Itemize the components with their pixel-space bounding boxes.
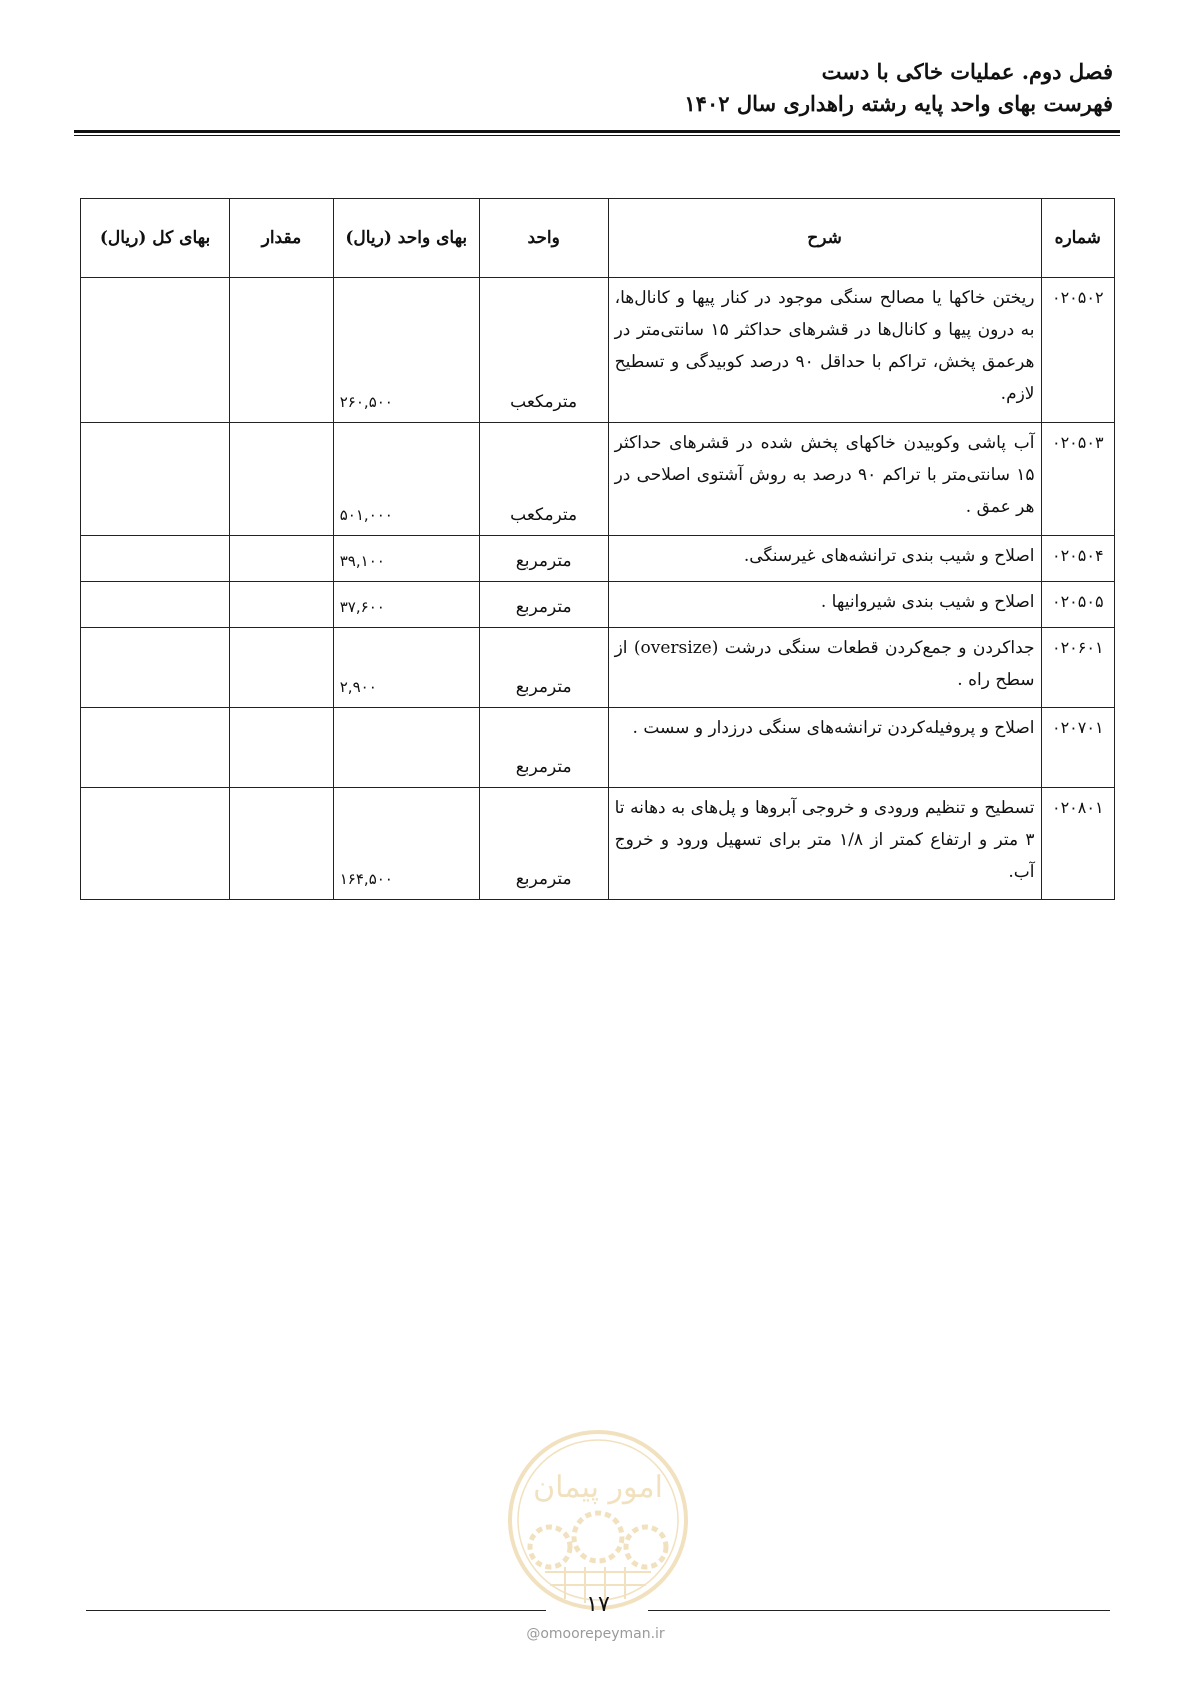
row-quantity [230, 423, 334, 536]
row-total [81, 628, 230, 708]
row-code: ۰۲۰۵۰۲ [1041, 278, 1114, 423]
row-quantity [230, 536, 334, 582]
row-description: جداکردن و جمع‌کردن قطعات سنگی درشت (oversize) از سطح راه . [608, 628, 1041, 708]
chapter-title: فصل دوم. عملیات خاکی با دست [821, 59, 1113, 84]
row-quantity [230, 788, 334, 900]
header-quantity: مقدار [230, 199, 334, 278]
price-table [80, 198, 1115, 900]
row-description: اصلاح و پروفیله‌کردن ترانشه‌های سنگی درزدار و سست . [608, 708, 1041, 788]
page-header [78, 56, 1113, 120]
row-unit: مترمربع [479, 582, 608, 628]
table-row [81, 708, 1115, 788]
row-code: ۰۲۰۵۰۵ [1041, 582, 1114, 628]
row-unit: مترمربع [479, 788, 608, 900]
page-number: ۱۷ [586, 1592, 610, 1617]
row-unit-price: ۵۰۱,۰۰۰ [333, 423, 479, 536]
row-unit: مترمکعب [479, 278, 608, 423]
table-row [81, 536, 1115, 582]
row-unit-price: ۳۷,۶۰۰ [333, 582, 479, 628]
row-description: ریختن خاکها یا مصالح سنگی موجود در کنار پیها و کانال‌ها، به درون پیها و کانال‌ها در قشرهای حداکثر ۱۵ سانتی‌متر در هرعمق پخش، تراکم با حداقل ۹۰ درصد کوبیدگی و تسطیح لازم. [608, 278, 1041, 423]
row-unit-price: ۲,۹۰۰ [333, 628, 479, 708]
watermark-logo [505, 1427, 691, 1613]
header-unit-price: بهای واحد (ریال) [333, 199, 479, 278]
website-text: @omoorepeyman.ir [526, 1626, 665, 1642]
header-total: بهای کل (ریال) [81, 199, 230, 278]
table-row [81, 788, 1115, 900]
table-row [81, 278, 1115, 423]
row-quantity [230, 278, 334, 423]
row-unit-price [333, 708, 479, 788]
row-description: اصلاح و شیب بندی شیروانیها . [608, 582, 1041, 628]
header-code: شماره [1041, 199, 1114, 278]
row-unit: مترمربع [479, 708, 608, 788]
row-description: آب پاشی وکوبیدن خاکهای پخش شده در قشرهای حداکثر ۱۵ سانتی‌متر با تراکم ۹۰ درصد به روش آشتوی اصلاحی در هر عمق . [608, 423, 1041, 536]
row-code: ۰۲۰۶۰۱ [1041, 628, 1114, 708]
row-code: ۰۲۰۵۰۴ [1041, 536, 1114, 582]
row-quantity [230, 582, 334, 628]
row-total [81, 278, 230, 423]
row-description: تسطیح و تنظیم ورودی و خروجی آبروها و پل‌های به دهانه تا ۳ متر و ارتفاع کمتر از ۱/۸ متر برای تسهیل ورود و خروج آب. [608, 788, 1041, 900]
row-quantity [230, 628, 334, 708]
row-total [81, 788, 230, 900]
row-total [81, 582, 230, 628]
row-total [81, 708, 230, 788]
table-row [81, 423, 1115, 536]
row-unit: مترمربع [479, 536, 608, 582]
row-unit-price: ۳۹,۱۰۰ [333, 536, 479, 582]
table-header-row [81, 199, 1115, 278]
row-quantity [230, 708, 334, 788]
row-unit: مترمربع [479, 628, 608, 708]
row-code: ۰۲۰۸۰۱ [1041, 788, 1114, 900]
row-unit-price: ۱۶۴,۵۰۰ [333, 788, 479, 900]
row-total [81, 536, 230, 582]
footer-rule-right [648, 1610, 1110, 1611]
header-divider [74, 130, 1120, 136]
footer-rule-left [86, 1610, 546, 1611]
table-row [81, 582, 1115, 628]
row-code: ۰۲۰۵۰۳ [1041, 423, 1114, 536]
row-total [81, 423, 230, 536]
document-subtitle: فهرست بهای واحد پایه رشته راهداری سال ۱۴۰۲ [684, 91, 1113, 116]
header-description: شرح [608, 199, 1041, 278]
row-unit-price: ۲۶۰,۵۰۰ [333, 278, 479, 423]
row-description: اصلاح و شیب بندی ترانشه‌های غیرسنگی. [608, 536, 1041, 582]
watermark-text: امور پیمان [533, 1470, 663, 1505]
table-row [81, 628, 1115, 708]
row-code: ۰۲۰۷۰۱ [1041, 708, 1114, 788]
row-unit: مترمکعب [479, 423, 608, 536]
header-unit: واحد [479, 199, 608, 278]
